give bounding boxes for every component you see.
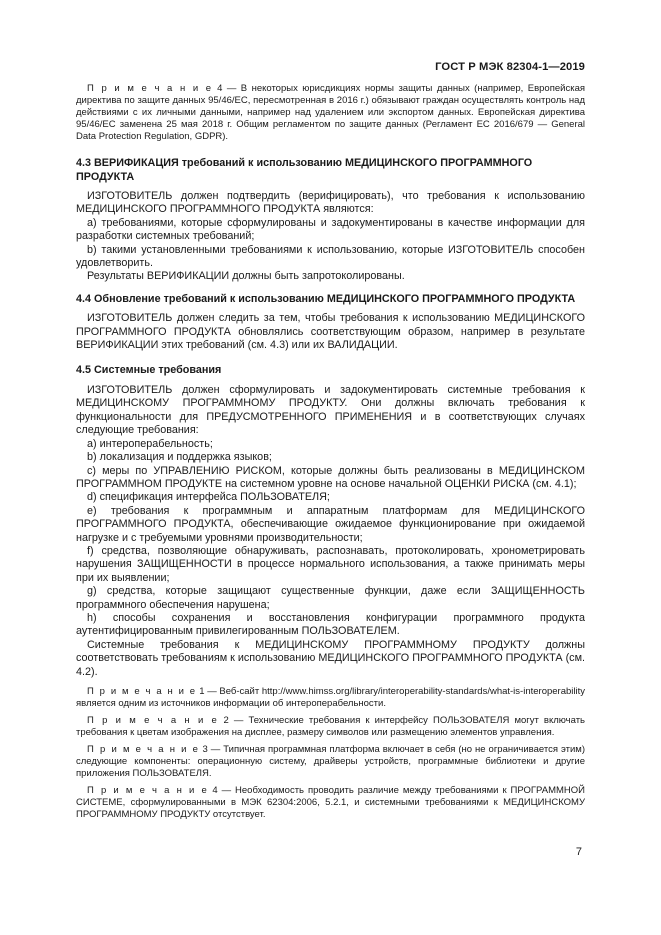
note-2: [76, 715, 585, 739]
note-text: 1 — Веб-сайт http://www.himss.org/library/interoperability-standards/what-is-interoperability является одним из источников информации об интероперабельности.: [76, 686, 585, 709]
note-label: П р и м е ч а н и е: [87, 715, 219, 726]
note-4: [76, 785, 585, 821]
list-item: f) средства, позволяющие обнаруживать, распознавать, протоколировать, хронометрировать нарушения ЗАЩИЩЕННОСТИ в процессе нормального использования, а также принимать меры при их выявлении;: [76, 544, 585, 584]
note-4-data-protection: [76, 83, 585, 143]
note-text: 4 — В некоторых юрисдикциях нормы защиты данных (например, Европейская директива по защите данных 95/46/ЕС, пересмотренная в 2016 г.) обязывают граждан осуществлять контроль над действиями с их личными данными, например над удалением или экспортом данных. Европейская директива 95/46/ЕС заменена 25 мая 2018 г. Общим регламентом по защите данных (Регламент ЕС 2016/679 — General Data Protection Regulation, GDPR).: [76, 83, 585, 142]
list-item: h) способы сохранения и восстановления конфигурации программного продукта аутентифицированным привилегированным ПОЛЬЗОВАТЕЛЕМ.: [76, 611, 585, 638]
paragraph: ИЗГОТОВИТЕЛЬ должен подтвердить (верифицировать), что требования к использованию МЕДИЦИНСКОГО ПРОГРАММНОГО ПРОДУКТА являются:: [76, 190, 585, 216]
list-item: a) требованиями, которые сформулированы и задокументированы в качестве информации для разработки системных требований;: [76, 216, 585, 243]
section-4-3-title: 4.3 ВЕРИФИКАЦИЯ требований к использованию МЕДИЦИНСКОГО ПРОГРАММНОГО ПРОДУКТА: [76, 157, 533, 183]
paragraph: Результаты ВЕРИФИКАЦИИ должны быть запротоколированы.: [87, 270, 405, 283]
paragraph: ИЗГОТОВИТЕЛЬ должен сформулировать и задокументировать системные требования к МЕДИЦИНСКОМУ ПРОГРАММНОМУ ПРОДУКТУ. Они должны включать требования к функциональности для ПРЕДУСМОТРЕННОГО ПРИМЕНЕНИЯ и в соответствующих случаях следующие требования:: [76, 384, 585, 437]
note-text: 2 — Технические требования к интерфейсу ПОЛЬЗОВАТЕЛЯ могут включать требования к цветам изображения на дисплее, размеру символов или размещению элементов управления.: [76, 715, 585, 738]
note-label: П р и м е ч а н и е: [87, 785, 209, 796]
paragraph: Системные требования к МЕДИЦИНСКОМУ ПРОГРАММНОМУ ПРОДУКТУ должны соответствовать требованиям к использованию МЕДИЦИНСКОГО ПРОГРАММНОГО ПРОДУКТА (см. 4.2).: [76, 638, 585, 678]
note-1: [76, 686, 585, 710]
section-4-3-body: [76, 190, 585, 284]
list-item: b) такими установленными требованиями к использованию, которые ИЗГОТОВИТЕЛЬ способен удовлетворить.: [76, 243, 585, 270]
section-4-4-title: 4.4 Обновление требований к использованию МЕДИЦИНСКОГО ПРОГРАММНОГО ПРОДУКТА: [76, 292, 576, 305]
list-item: e) требования к программным и аппаратным платформам для МЕДИЦИНСКОГО ПРОГРАММНОГО ПРОДУКТА, обеспечивающие ожидаемое функционирование при ожидаемой нагрузке и с требуемыми уровнями производительности;: [76, 504, 585, 544]
list-item: a) интероперабельность;: [87, 437, 213, 450]
note-label: П р и м е ч а н и е: [87, 744, 200, 755]
list-item: d) спецификация интерфейса ПОЛЬЗОВАТЕЛЯ;: [87, 491, 330, 504]
section-4-4-body: [76, 312, 585, 352]
section-4-5-title: 4.5 Системные требования: [76, 363, 222, 376]
paragraph: ИЗГОТОВИТЕЛЬ должен следить за тем, чтобы требования к использованию МЕДИЦИНСКОГО ПРОГРАММНОГО ПРОДУКТА обновлялись соответствующим образом, например в результате ВЕРИФИКАЦИИ этих требований (см. 4.3) или их ВАЛИДАЦИИ.: [76, 312, 585, 352]
page-header-standard-code: ГОСТ Р МЭК 82304-1—2019: [435, 61, 585, 73]
note-3: [76, 744, 585, 780]
list-item: c) меры по УПРАВЛЕНИЮ РИСКОМ, которые должны быть реализованы в МЕДИЦИНСКОМ ПРОГРАММНОМ ПРОДУКТЕ на системном уровне на основе начальной ОЦЕНКИ РИСКА (см. 4.1);: [76, 464, 585, 490]
note-label: П р и м е ч а н и е: [87, 686, 197, 697]
note-text: 3 — Типичная программная платформа включает в себя (но не ограничивается этим) следующие компоненты: операционную систему, драйверы устройств, программные библиотеки и другие приложения ПОЛЬЗОВАТЕЛЯ.: [76, 744, 585, 779]
list-item: g) средства, которые защищают существенные функции, даже если ЗАЩИЩЕННОСТЬ программного обеспечения нарушена;: [76, 585, 585, 611]
note-text: 4 — Необходимость проводить различие между требованиями к ПРОГРАММНОЙ СИСТЕМЕ, сформулированными в МЭК 62304:2006, 5.2.1, и системными требованиями к МЕДИЦИНСКОМУ ПРОГРАММНОМУ ПРОДУКТУ отсутствует.: [76, 785, 585, 820]
section-4-5-body: [76, 384, 585, 679]
document-body: [76, 83, 585, 821]
list-item: b) локализация и поддержка языков;: [87, 451, 272, 464]
note-label: П р и м е ч а н и е: [87, 83, 213, 94]
section-4-5-notes: [76, 686, 585, 821]
page-number: 7: [575, 846, 582, 858]
